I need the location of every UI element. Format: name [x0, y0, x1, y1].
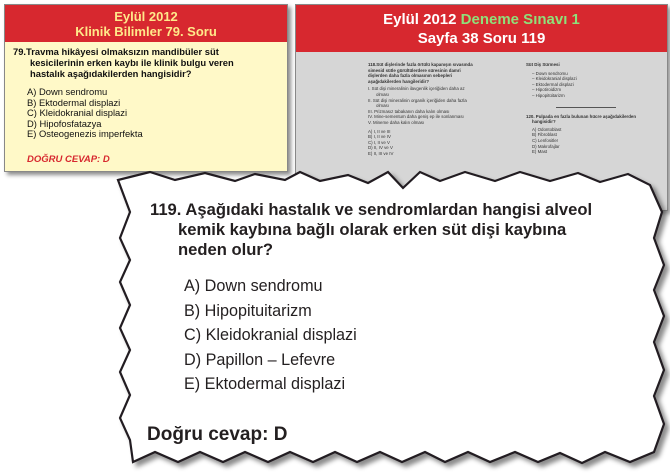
q120-option: B) Fibroblast: [532, 132, 557, 138]
bubble-question-text: [150, 200, 650, 260]
bubble-question-line3: neden olur?: [178, 240, 273, 259]
q118-option: E) II, III ve IV: [368, 150, 394, 156]
right-header-prefix: Eylül 2012: [383, 11, 461, 28]
q118-item: II. Süt dişi mineralinin organik içeriğiden daha fazla: [368, 97, 467, 103]
bubble-option-d: D) Papillon – Lefevre: [184, 350, 336, 369]
left-question-line2: kesicilerinin erken kaybı ile klinik bulgu veren: [30, 57, 234, 68]
left-answer: DOĞRU CEVAP: D: [27, 154, 110, 165]
q118-item: V. Mineme daha kalın olması: [368, 119, 425, 125]
left-header-line1: Eylül 2012: [114, 9, 178, 24]
q120-option: C) Lenfositler: [532, 137, 559, 143]
left-option-b: B) Ektodermal displazi: [27, 96, 121, 108]
q118-title: 118.Süt dişlerinde fazla örtülü kapanışın sıvasında: [368, 62, 473, 67]
bubble-option-a: A) Down sendromu: [184, 277, 323, 295]
bubble-options-list: [184, 274, 650, 397]
q118-item: IV. Mine-sementum daha geniş ep ile sonlanması: [368, 114, 464, 120]
left-option-e: E) Osteogenezis imperfekta: [27, 128, 143, 139]
bubble-question-number: 119.: [150, 200, 182, 219]
left-option-a: A) Down sendromu: [27, 86, 108, 97]
bubble-option-e: E) Ektodermal displazi: [184, 375, 346, 393]
q118-option: C) I, II ve V: [368, 139, 390, 145]
left-question-line3: hastalık aşağıdakilerden hangisidir?: [30, 68, 192, 79]
q120-option: D) Makrofajlar: [532, 143, 560, 149]
q120-title: 120. Pulpada en fazla bulunan hücre aşağıdakilerden: [526, 113, 637, 119]
q119-item: – Down sendromu: [532, 70, 568, 76]
q118-line2: simesid sütle gürültülerdere süresinin damri: [368, 67, 461, 73]
q118-item: olması: [376, 91, 389, 97]
q118-item: I. Süt dişi mineralinin ilavgenlik içeriğiden daha az: [368, 86, 465, 92]
bubble-question-line1: Aşağıdaki hastalık ve sendromlardan hangisi alveol: [185, 200, 593, 219]
q118-item: III. Prizmasız tabakanın daha kalın olması: [368, 108, 450, 114]
right-header-line2: Sayfa 38 Soru 119: [417, 30, 546, 47]
left-question-number: 79.: [13, 46, 27, 57]
q118-option: A) I, II ve III: [368, 128, 391, 134]
bubble-option-c: C) Kleidokranial displazi: [184, 326, 357, 344]
bubble-question-line2: kemik kaybına bağlı olarak erken süt dişi kaybına: [178, 220, 567, 239]
q120-option: A) Odontoblast: [532, 126, 562, 132]
bubble-answer: Doğru cevap: D: [147, 424, 288, 445]
q118-line3: dişlerden daha fazla olmasının sebepleri: [368, 73, 453, 79]
q118-option: B) I, II ve IV: [368, 134, 391, 140]
bubble-option-b: B) Hipopituitarizm: [184, 301, 312, 320]
q120-line2: hangisidir?: [532, 119, 556, 125]
left-option-c: C) Kleidokranial displazi: [27, 107, 128, 118]
bubble-question-content: [150, 200, 650, 397]
q119-item: – Kleidokranial displazi: [532, 76, 577, 82]
q118-item: olması: [376, 103, 389, 109]
q119-item: – Hipotiroidizm: [532, 87, 562, 93]
left-option-d: D) Hipofosfatazya: [27, 117, 102, 129]
q118-option: D) II, IV ve V: [368, 145, 393, 151]
right-header-exam-name: Deneme Sınavı 1: [460, 11, 580, 28]
q119-item: – Hipopitüitarizm: [532, 92, 565, 98]
q119-label: Süt Diş Sürmesi: [526, 62, 560, 67]
q118-line4: aşağıdakilerden hangileridir?: [368, 78, 429, 84]
left-header-line2: Klinik Bilimler 79. Soru: [75, 24, 217, 39]
q120-option: E) Mast: [532, 149, 548, 155]
left-question-line1: Travma hikâyesi olmaksızın mandibüler süt: [26, 46, 219, 57]
q119-item: – Ektodermal displazi: [532, 81, 574, 87]
